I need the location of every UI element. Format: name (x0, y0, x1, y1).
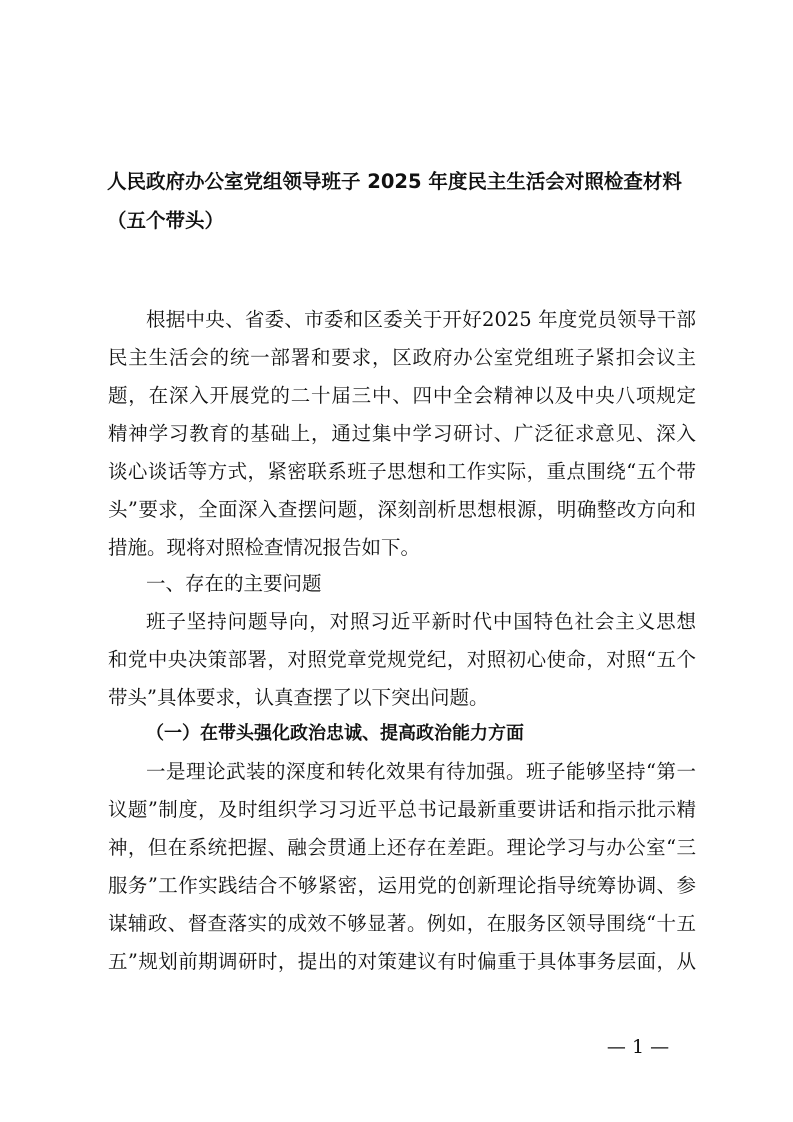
paragraph-line: 一是理论武装的深度和转化效果有待加强。班子能够坚持“第一 (146, 760, 696, 783)
paragraph-line: 带头”具体要求，认真查摆了以下突出问题。 (108, 686, 489, 709)
paragraph-line: 议题”制度，及时组织学习习近平总书记最新重要讲话和指示批示精 (108, 798, 696, 821)
paragraph-line: 神，但在系统把握、融会贯通上还存在差距。理论学习与办公室“三 (108, 836, 696, 859)
paragraph-line: 班子坚持问题导向，对照习近平新时代中国特色社会主义思想 (146, 610, 696, 633)
document-title: 人民政府办公室党组领导班子 2025 年度民主生活会对照检查材料 (107, 170, 682, 193)
subsection-heading: （一）在带头强化政治忠诚、提高政治能力方面 (146, 723, 524, 744)
document-subtitle: （五个带头） (107, 209, 225, 232)
paragraph-line: 五”规划前期调研时，提出的对策建议有时偏重于具体事务层面，从 (108, 950, 696, 973)
paragraph-line: 谋辅政、督查落实的成效不够显著。例如，在服务区领导围绕“十五 (108, 912, 696, 935)
paragraph-line: 谈心谈话等方式，紧密联系班子思想和工作实际，重点围绕“五个带 (108, 460, 696, 483)
paragraph-line: 和党中央决策部署，对照党章党规党纪，对照初心使命，对照“五个 (108, 648, 696, 671)
page-number: — 1 — (606, 1036, 670, 1058)
paragraph-line: 题，在深入开展党的二十届三中、四中全会精神以及中央八项规定 (108, 384, 696, 407)
paragraph-line: 服务”工作实践结合不够紧密，运用党的创新理论指导统筹协调、参 (108, 874, 696, 897)
paragraph-line: 民主生活会的统一部署和要求，区政府办公室党组班子紧扣会议主 (108, 346, 696, 369)
paragraph-line: 根据中央、省委、市委和区委关于开好2025 年度党员领导干部 (146, 308, 696, 331)
section-heading: 一、存在的主要问题 (146, 572, 322, 595)
paragraph-line: 头”要求，全面深入查摆问题，深刻剖析思想根源，明确整改方向和 (108, 498, 696, 521)
paragraph-line: 精神学习教育的基础上，通过集中学习研讨、广泛征求意见、深入 (108, 422, 696, 445)
paragraph-line: 措施。现将对照检查情况报告如下。 (108, 536, 421, 559)
